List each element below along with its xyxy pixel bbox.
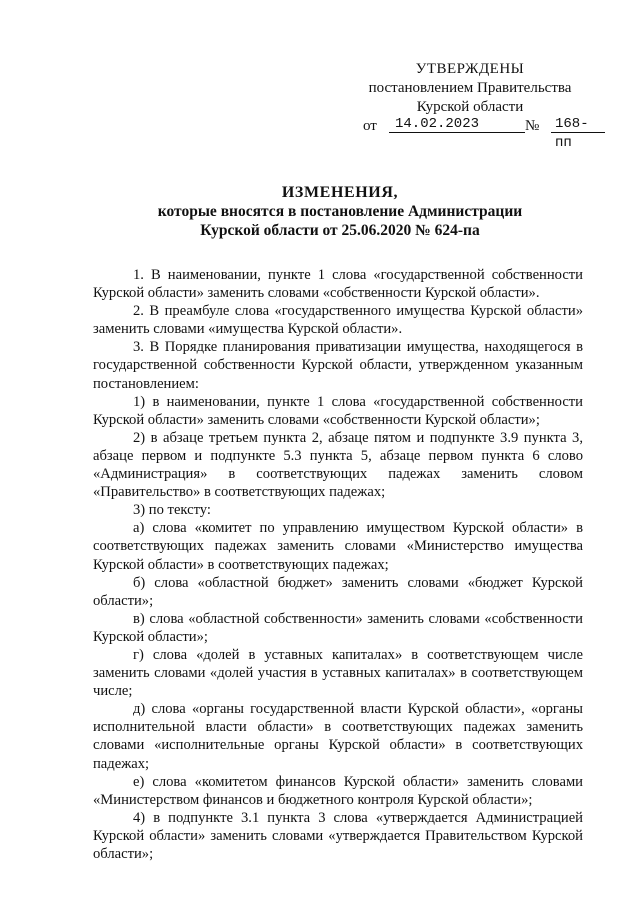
approval-block (355, 60, 589, 151)
approval-line-1: постановлением Правительства (368, 80, 572, 96)
document-body (93, 266, 583, 863)
paragraph: д) слова «органы государственной власти Курской области», «органы исполнительной власти области» в соответствующих падежах заменить словами «исполнительные органы Курской области» в соответствующих падежах; (93, 701, 583, 772)
paragraph: 2. В преамбуле слова «государственного имущества Курской области» заменить словами «имущества Курской области». (93, 303, 583, 338)
approval-number: 168-пп (551, 115, 605, 133)
number-label: № (525, 118, 540, 134)
paragraph: е) слова «комитетом финансов Курской области» заменить словами «Министерством финансов и бюджетного контроля Курской области»; (93, 773, 583, 808)
paragraph: в) слова «областной собственности» заменить словами «собственности Курской области»; (93, 610, 583, 645)
title-line-1: ИЗМЕНЕНИЯ, (281, 184, 399, 201)
from-label: от (363, 118, 377, 134)
paragraph: 1. В наименовании, пункте 1 слова «государственной собственности Курской области» заменить словами «собственности Курской области». (93, 267, 583, 302)
paragraph: 3. В Порядке планирования приватизации имущества, находящегося в государственной собственности Курской области, утвержденном указанным постановлением: (93, 339, 583, 392)
approval-line-2: Курской области (416, 99, 524, 115)
document-title (60, 183, 620, 240)
paragraph: а) слова «комитет по управлению имуществом Курской области» в соответствующих падежах заменить словами «Министерство имущества Курской области» в соответствующих падежах; (93, 520, 583, 573)
approval-heading: УТВЕРЖДЕНЫ (415, 61, 525, 77)
paragraph: 3) по тексту: (133, 502, 211, 519)
approval-date: 14.02.2023 (389, 115, 525, 133)
approval-date-number (355, 116, 589, 151)
paragraph: г) слова «долей в уставных капиталах» в соответствующем числе заменить словами «долей участия в уставных капиталах» в соответствующем числе; (93, 646, 583, 700)
paragraph: 2) в абзаце третьем пункта 2, абзаце пятом и подпункте 3.9 пункта 3, абзаце первом и подпункте 5.3 пункта 5, абзаце первом пункта 6 слово «Администрация» в соответствующих падежах заменить словом «Правительство» в соответствующих падежах; (93, 429, 583, 501)
title-line-3: Курской области от 25.06.2020 № 624-па (200, 222, 480, 239)
title-line-2: которые вносятся в постановление Администрации (157, 203, 523, 220)
paragraph: б) слова «областной бюджет» заменить словами «бюджет Курской области»; (93, 574, 583, 609)
paragraph: 4) в подпункте 3.1 пункта 3 слова «утверждается Администрацией Курской области» заменить словами «утверждается Правительством Курской области»; (93, 809, 583, 862)
paragraph: 1) в наименовании, пункте 1 слова «государственной собственности Курской области» заменить словами «собственности Курской области»; (93, 393, 583, 428)
